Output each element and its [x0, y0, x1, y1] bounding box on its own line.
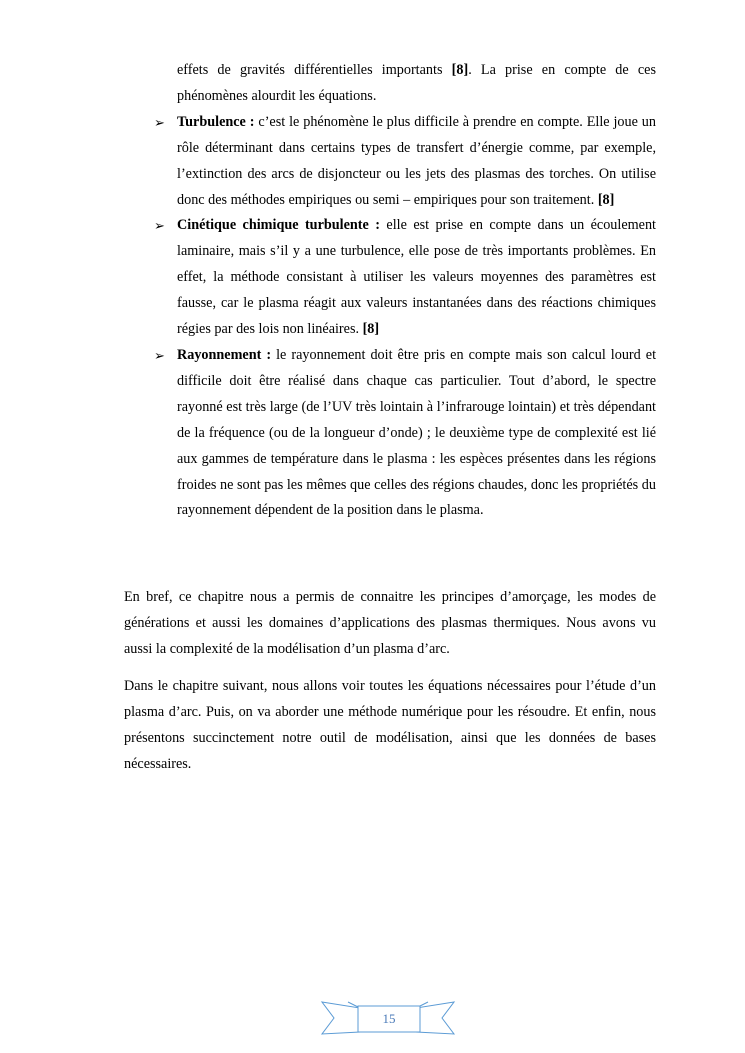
page-number: 15: [382, 1011, 396, 1026]
continued-text-after: . La prise en compte de ces phénomènes alourdit les équations.: [177, 62, 656, 104]
bullet-item-turbulence: [150, 110, 656, 214]
continued-text-before: effets de gravités différentielles importants: [177, 62, 452, 78]
bullet-list: [150, 58, 656, 524]
bullet-item-cinetique: [150, 213, 656, 343]
bullet-term: Rayonnement :: [177, 346, 272, 363]
bullet-text: le rayonnement doit être pris en compte mais son calcul lourd et difficile doit être réalisé dans chaque cas particulier. Tout d’abord, le spectre rayonné est très large (de l’UV très lointain à l’infrarouge lointain) et très dépendant de la fréquence (ou de la longueur d’onde) ; le deuxième type de complexité est lié aux gammes de température dans le plasma : les espèces présentes dans les régions froides ne sont pas les mêmes que celles des régions chaudes, donc les propriétés du rayonnement dépendent de la position dans le plasma.: [177, 346, 657, 519]
next-chapter-paragraph: Dans le chapitre suivant, nous allons voir toutes les équations nécessaires pour l’étude d’un plasma d’arc. Puis, on va aborder une méthode numérique pour les résoudre. Et enfin, nous présentons succinctement notre outil de modélisation, ainsi que les données de bases nécessaires.: [124, 678, 656, 772]
arrowhead-bullet-icon: ➢: [154, 114, 165, 130]
bullet-term: Turbulence :: [177, 113, 255, 130]
page-footer: [320, 998, 456, 1038]
citation-ref: [8]: [362, 321, 380, 338]
citation-ref: [8]: [451, 62, 469, 78]
citation-ref: [8]: [597, 191, 615, 208]
arrowhead-bullet-icon: ➢: [154, 347, 165, 363]
arrowhead-bullet-icon: ➢: [154, 218, 165, 234]
bullet-item-rayonnement: [150, 343, 656, 524]
bullet-text: elle est prise en compte dans un écoulement laminaire, mais s’il y a une turbulence, elle pose de très importants problèmes. En effet, la méthode consistant à utiliser les valeurs moyennes des paramètres est fausse, car le plasma réagit aux valeurs instantanées dans des réactions chimiques régies par des lois non linéaires.: [177, 217, 656, 338]
conclusion-paragraph: En bref, ce chapitre nous a permis de connaitre les principes d’amorçage, les modes de générations et aussi les domaines d’applications des plasmas thermiques. Nous avons vu aussi la complexité de la modélisation d’un plasma d’arc.: [124, 589, 656, 657]
bullet-term: Cinétique chimique turbulente :: [177, 217, 380, 234]
bullet-text: c’est le phénomène le plus difficile à prendre en compte. Elle joue un rôle déterminant dans certains types de transfert d’énergie comme, par exemple, l’extinction des arcs de disjoncteur ou les jets des plasmas des torches. On utilise donc des méthodes empiriques ou semi – empiriques pour son traitement.: [177, 113, 656, 208]
continued-paragraph: [177, 58, 656, 110]
